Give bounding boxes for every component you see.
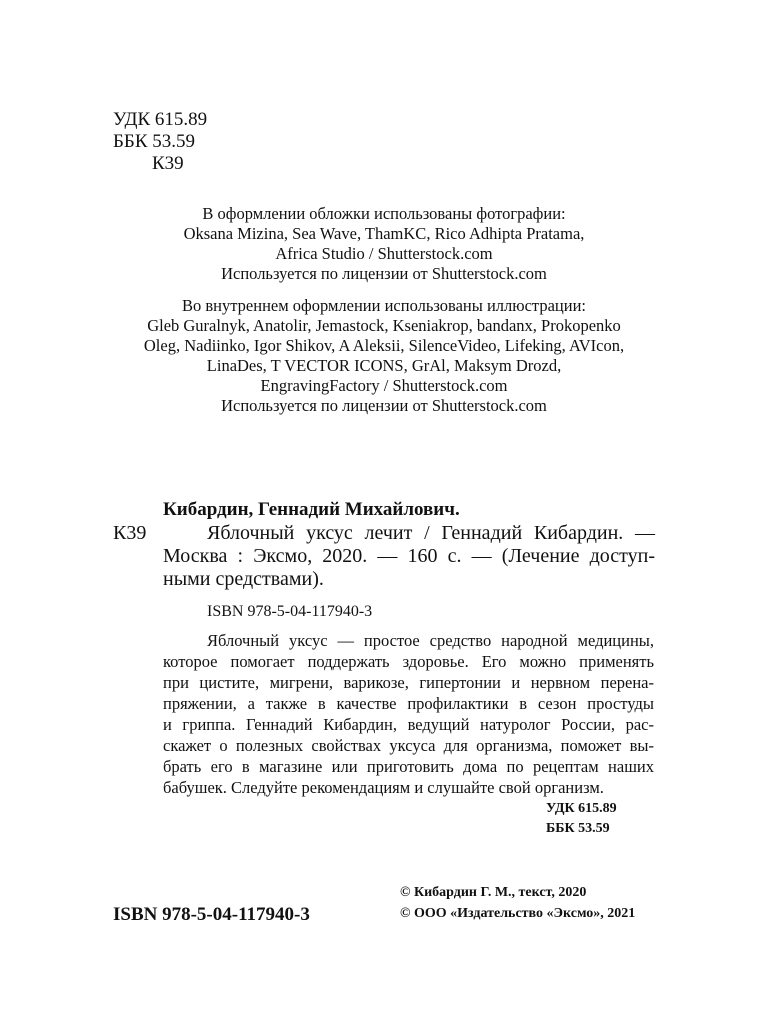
copyright-author: © Кибардин Г. М., текст, 2020 xyxy=(400,885,587,900)
credit-line: EngravingFactory / Shutterstock.com xyxy=(260,376,508,395)
record-author: Кибардин, Геннадий Михайлович. xyxy=(163,499,460,520)
annotation-line: бабушек. Следуйте рекомендациям и слушайте свой организм. xyxy=(163,778,604,797)
annotation-line: брать его в магазине или приготовить дома по рецептам наших xyxy=(163,757,654,776)
annotation-line: скажет о полезных свойствах уксуса для организма, поможет вы- xyxy=(163,736,654,755)
credit-line: Во внутреннем оформлении использованы иллюстрации: xyxy=(182,296,586,315)
udk-code: УДК 615.89 xyxy=(113,109,208,130)
credit-line: Используется по лицензии от Shutterstock.com xyxy=(221,264,547,283)
credit-line: Oleg, Nadiinko, Igor Shikov, A Aleksii, SilenceVideo, Lifeking, AVIcon, xyxy=(143,336,625,355)
record-isbn: ISBN 978-5-04-117940-3 xyxy=(207,603,373,620)
credit-line: Africa Studio / Shutterstock.com xyxy=(275,244,493,263)
author-mark: К39 xyxy=(152,153,184,174)
annotation-line: пряжении, а также в качестве профилактики в сезон простуды xyxy=(163,694,654,713)
annotation-line: которое помогает поддержать здоровье. Его можно применять xyxy=(163,652,654,671)
annotation-line: при цистите, мигрени, варикозе, гипертонии и нервном перена- xyxy=(163,673,654,692)
credit-line: Oksana Mizina, Sea Wave, ThamKC, Rico Adhipta Pratama, xyxy=(183,224,585,243)
record-line: ными средствами). xyxy=(163,568,324,590)
credit-line: Используется по лицензии от Shutterstock.com xyxy=(221,396,547,415)
record-line: Яблочный уксус лечит / Геннадий Кибардин. — xyxy=(207,522,655,544)
bbk-code: ББК 53.59 xyxy=(113,131,195,152)
annotation-line: и гриппа. Геннадий Кибардин, ведущий натуролог России, рас- xyxy=(163,715,654,734)
record-mark: К39 xyxy=(113,522,147,544)
annotation-line: Яблочный уксус — простое средство народной медицины, xyxy=(207,631,654,650)
footer-isbn: ISBN 978-5-04-117940-3 xyxy=(113,904,310,925)
bbk-code-bottom: ББК 53.59 xyxy=(546,821,610,836)
credit-line: LinaDes, T VECTOR ICONS, GrAl, Maksym Drozd, xyxy=(206,356,562,375)
copyright-publisher: © ООО «Издательство «Эксмо», 2021 xyxy=(400,906,636,921)
record-line: Москва : Эксмо, 2020. — 160 с. — (Лечение доступ- xyxy=(163,545,655,567)
credit-line: В оформлении обложки использованы фотографии: xyxy=(202,204,566,223)
udk-code-bottom: УДК 615.89 xyxy=(546,801,617,816)
credit-line: Gleb Guralnyk, Anatolir, Jemastock, Kseniakrop, bandanx, Prokopenko xyxy=(147,316,621,335)
